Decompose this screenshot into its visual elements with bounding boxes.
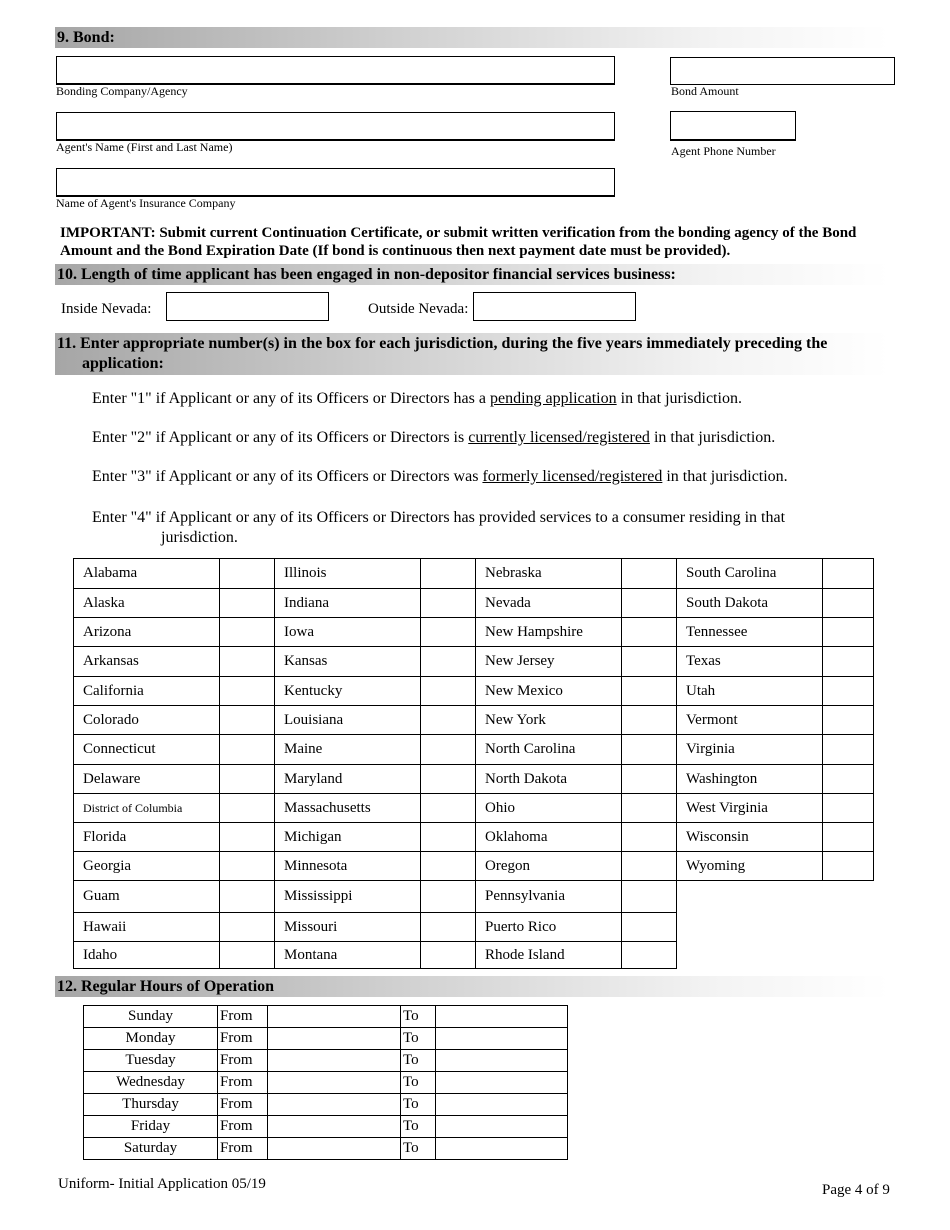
jurisdiction-entry-box[interactable] [823, 618, 874, 647]
bond-amount-field[interactable] [670, 57, 895, 85]
jurisdiction-name: Illinois [275, 559, 421, 589]
jurisdiction-name: South Carolina [677, 559, 823, 589]
jurisdiction-entry-box[interactable] [220, 735, 275, 765]
bonding-company-field[interactable] [56, 56, 615, 85]
jurisdiction-name: Idaho [74, 942, 220, 969]
to-time-field[interactable] [436, 1072, 568, 1094]
instruction-text: in that jurisdiction. [662, 468, 788, 485]
agent-phone-label: Agent Phone Number [671, 144, 776, 158]
jurisdiction-entry-box[interactable] [823, 735, 874, 765]
footer-form-name: Uniform- Initial Application 05/19 [58, 1176, 266, 1192]
jurisdiction-entry-box[interactable] [421, 852, 476, 881]
jurisdiction-entry-box[interactable] [220, 618, 275, 647]
empty-cell [677, 942, 823, 969]
jurisdiction-entry-box[interactable] [823, 677, 874, 706]
important-note-line-1: IMPORTANT: Submit current Continuation Certificate, or submit written verification from the bonding agency of the Bond [60, 225, 857, 241]
jurisdiction-entry-box[interactable] [823, 589, 874, 618]
section-11-heading [55, 333, 889, 375]
jurisdiction-name: Texas [677, 647, 823, 677]
table-row [74, 913, 874, 942]
to-label: To [401, 1028, 436, 1050]
agent-insurance-label: Name of Agent's Insurance Company [56, 196, 236, 210]
empty-cell [677, 881, 823, 913]
jurisdiction-name: Maryland [275, 765, 421, 794]
footer-page-number: Page 4 of 9 [822, 1182, 890, 1198]
outside-nevada-field[interactable] [473, 292, 636, 321]
jurisdiction-entry-box[interactable] [622, 559, 677, 589]
jurisdiction-entry-box[interactable] [421, 881, 476, 913]
day-label: Tuesday [84, 1050, 218, 1072]
hours-row [84, 1050, 568, 1072]
jurisdiction-name: Puerto Rico [476, 913, 622, 942]
from-label: From [218, 1116, 268, 1138]
to-label: To [401, 1006, 436, 1028]
jurisdiction-name: Washington [677, 765, 823, 794]
jurisdiction-name: South Dakota [677, 589, 823, 618]
table-row [74, 647, 874, 677]
jurisdiction-entry-box[interactable] [823, 706, 874, 735]
jurisdiction-entry-box[interactable] [622, 794, 677, 823]
jurisdiction-entry-box[interactable] [421, 589, 476, 618]
to-label: To [401, 1116, 436, 1138]
hours-row [84, 1094, 568, 1116]
jurisdiction-entry-box[interactable] [823, 647, 874, 677]
hours-row [84, 1072, 568, 1094]
jurisdiction-entry-box[interactable] [220, 913, 275, 942]
jurisdiction-entry-box[interactable] [220, 881, 275, 913]
table-row [74, 794, 874, 823]
jurisdiction-name: Guam [74, 881, 220, 913]
jurisdiction-name: Louisiana [275, 706, 421, 735]
to-time-field[interactable] [436, 1006, 568, 1028]
important-note [60, 224, 856, 260]
jurisdiction-entry-box[interactable] [622, 913, 677, 942]
to-time-field[interactable] [436, 1138, 568, 1160]
instruction-4-line-1: Enter "4" if Applicant or any of its Officers or Directors has provided services to a consumer residing in that [92, 509, 786, 526]
jurisdiction-entry-box[interactable] [220, 677, 275, 706]
from-label: From [218, 1050, 268, 1072]
instruction-emphasis: pending application [489, 390, 617, 407]
section-12-heading: 12. Regular Hours of Operation [55, 976, 889, 997]
jurisdiction-name: Florida [74, 823, 220, 852]
jurisdiction-name: Nevada [476, 589, 622, 618]
instruction-3 [92, 467, 788, 487]
jurisdiction-name: Ohio [476, 794, 622, 823]
jurisdiction-entry-box[interactable] [421, 794, 476, 823]
from-time-field[interactable] [268, 1006, 401, 1028]
jurisdiction-entry-box[interactable] [220, 823, 275, 852]
important-note-line-2: Amount and the Bond Expiration Date (If bond is continuous then next payment date must be provided). [60, 243, 731, 259]
table-row [74, 765, 874, 794]
jurisdiction-name: Colorado [74, 706, 220, 735]
day-label: Saturday [84, 1138, 218, 1160]
jurisdiction-name: New Hampshire [476, 618, 622, 647]
from-label: From [218, 1138, 268, 1160]
from-time-field[interactable] [268, 1050, 401, 1072]
day-label: Wednesday [84, 1072, 218, 1094]
jurisdiction-name: Vermont [677, 706, 823, 735]
jurisdiction-name: Maine [275, 735, 421, 765]
jurisdiction-entry-box[interactable] [220, 647, 275, 677]
jurisdiction-name: Arkansas [74, 647, 220, 677]
instruction-2 [92, 428, 775, 448]
empty-cell [823, 942, 874, 969]
bond-amount-label: Bond Amount [671, 84, 739, 98]
jurisdiction-entry-box[interactable] [622, 823, 677, 852]
agent-name-label: Agent's Name (First and Last Name) [56, 140, 233, 154]
outside-nevada-label: Outside Nevada: [368, 301, 469, 317]
agent-insurance-field[interactable] [56, 168, 615, 197]
to-time-field[interactable] [436, 1028, 568, 1050]
section-10-heading: 10. Length of time applicant has been engaged in non-depositor financial services business: [55, 264, 889, 285]
jurisdiction-entry-box[interactable] [421, 706, 476, 735]
jurisdiction-entry-box[interactable] [823, 823, 874, 852]
jurisdiction-name: Oregon [476, 852, 622, 881]
jurisdiction-entry-box[interactable] [622, 618, 677, 647]
section-11-heading-line-1: 11. Enter appropriate number(s) in the box for each jurisdiction, during the five years immediately preceding the [57, 335, 828, 352]
jurisdiction-entry-box[interactable] [220, 794, 275, 823]
jurisdiction-entry-box[interactable] [220, 559, 275, 589]
jurisdiction-entry-box[interactable] [622, 765, 677, 794]
to-label: To [401, 1138, 436, 1160]
hours-table [83, 1005, 568, 1160]
jurisdiction-table [73, 558, 874, 969]
instruction-text: Enter "2" if Applicant or any of its Officers or Directors is [92, 429, 469, 446]
jurisdiction-entry-box[interactable] [823, 852, 874, 881]
instruction-emphasis: formerly licensed/registered [482, 468, 663, 485]
jurisdiction-name: Georgia [74, 852, 220, 881]
instruction-text: in that jurisdiction. [616, 390, 742, 407]
jurisdiction-name: Virginia [677, 735, 823, 765]
hours-row [84, 1028, 568, 1050]
table-row [74, 881, 874, 913]
hours-row [84, 1116, 568, 1138]
day-label: Monday [84, 1028, 218, 1050]
agent-phone-field[interactable] [670, 111, 796, 141]
jurisdiction-entry-box[interactable] [421, 913, 476, 942]
from-time-field[interactable] [268, 1028, 401, 1050]
jurisdiction-entry-box[interactable] [421, 765, 476, 794]
from-time-field[interactable] [268, 1116, 401, 1138]
jurisdiction-name: Alabama [74, 559, 220, 589]
jurisdiction-entry-box[interactable] [421, 559, 476, 589]
jurisdiction-name: Missouri [275, 913, 421, 942]
jurisdiction-entry-box[interactable] [421, 647, 476, 677]
jurisdiction-name: Minnesota [275, 852, 421, 881]
jurisdiction-entry-box[interactable] [823, 559, 874, 589]
jurisdiction-name: Iowa [275, 618, 421, 647]
instruction-text: in that jurisdiction. [649, 429, 776, 446]
from-label: From [218, 1028, 268, 1050]
jurisdiction-entry-box[interactable] [421, 735, 476, 765]
jurisdiction-entry-box[interactable] [622, 706, 677, 735]
to-time-field[interactable] [436, 1050, 568, 1072]
table-row [74, 706, 874, 735]
jurisdiction-entry-box[interactable] [823, 765, 874, 794]
hours-row [84, 1006, 568, 1028]
table-row [74, 942, 874, 969]
jurisdiction-name: New Mexico [476, 677, 622, 706]
jurisdiction-name: Alaska [74, 589, 220, 618]
jurisdiction-name: Kentucky [275, 677, 421, 706]
instruction-4-line-2: jurisdiction. [161, 529, 238, 546]
jurisdiction-name: Arizona [74, 618, 220, 647]
jurisdiction-name: Delaware [74, 765, 220, 794]
hours-row [84, 1138, 568, 1160]
table-row [74, 823, 874, 852]
jurisdiction-name: Michigan [275, 823, 421, 852]
empty-cell [677, 913, 823, 942]
table-row [74, 852, 874, 881]
to-label: To [401, 1072, 436, 1094]
jurisdiction-name: Connecticut [74, 735, 220, 765]
jurisdiction-entry-box[interactable] [622, 647, 677, 677]
jurisdiction-entry-box[interactable] [622, 881, 677, 913]
agent-name-field[interactable] [56, 112, 615, 141]
jurisdiction-name: Hawaii [74, 913, 220, 942]
jurisdiction-name: Mississippi [275, 881, 421, 913]
jurisdiction-name: Indiana [275, 589, 421, 618]
from-time-field[interactable] [268, 1072, 401, 1094]
from-time-field[interactable] [268, 1094, 401, 1116]
instruction-4 [92, 508, 785, 548]
day-label: Sunday [84, 1006, 218, 1028]
instruction-text: Enter "1" if Applicant or any of its Officers or Directors has a [92, 390, 490, 407]
day-label: Thursday [84, 1094, 218, 1116]
from-time-field[interactable] [268, 1138, 401, 1160]
jurisdiction-entry-box[interactable] [622, 735, 677, 765]
bonding-company-label: Bonding Company/Agency [56, 84, 188, 98]
jurisdiction-name: North Carolina [476, 735, 622, 765]
from-label: From [218, 1072, 268, 1094]
to-time-field[interactable] [436, 1094, 568, 1116]
from-label: From [218, 1094, 268, 1116]
jurisdiction-name: Nebraska [476, 559, 622, 589]
jurisdiction-name: West Virginia [677, 794, 823, 823]
inside-nevada-label: Inside Nevada: [61, 301, 152, 317]
jurisdiction-name: New York [476, 706, 622, 735]
instruction-emphasis: currently licensed/registered [468, 429, 650, 446]
inside-nevada-field[interactable] [166, 292, 329, 321]
jurisdiction-entry-box[interactable] [421, 618, 476, 647]
jurisdiction-name: Oklahoma [476, 823, 622, 852]
to-label: To [401, 1050, 436, 1072]
jurisdiction-entry-box[interactable] [622, 677, 677, 706]
table-row [74, 618, 874, 647]
jurisdiction-name: Rhode Island [476, 942, 622, 969]
jurisdiction-entry-box[interactable] [220, 706, 275, 735]
table-row [74, 589, 874, 618]
jurisdiction-name: Pennsylvania [476, 881, 622, 913]
jurisdiction-name: Montana [275, 942, 421, 969]
jurisdiction-entry-box[interactable] [622, 589, 677, 618]
jurisdiction-entry-box[interactable] [823, 794, 874, 823]
jurisdiction-name: Massachusetts [275, 794, 421, 823]
table-row [74, 735, 874, 765]
jurisdiction-name: District of Columbia [74, 794, 220, 823]
to-label: To [401, 1094, 436, 1116]
instruction-1 [92, 389, 742, 409]
table-row [74, 559, 874, 589]
jurisdiction-name: California [74, 677, 220, 706]
jurisdiction-entry-box[interactable] [421, 823, 476, 852]
section-11-heading-line-2: application: [82, 355, 164, 372]
jurisdiction-entry-box[interactable] [622, 852, 677, 881]
section-9-heading: 9. Bond: [55, 27, 889, 48]
jurisdiction-name: Wisconsin [677, 823, 823, 852]
instruction-text: Enter "3" if Applicant or any of its Officers or Directors was [92, 468, 483, 485]
jurisdiction-name: Kansas [275, 647, 421, 677]
day-label: Friday [84, 1116, 218, 1138]
empty-cell [823, 881, 874, 913]
jurisdiction-entry-box[interactable] [220, 852, 275, 881]
jurisdiction-entry-box[interactable] [220, 765, 275, 794]
empty-cell [823, 913, 874, 942]
from-label: From [218, 1006, 268, 1028]
table-row [74, 677, 874, 706]
jurisdiction-name: Utah [677, 677, 823, 706]
jurisdiction-entry-box[interactable] [220, 589, 275, 618]
jurisdiction-entry-box[interactable] [220, 942, 275, 969]
to-time-field[interactable] [436, 1116, 568, 1138]
jurisdiction-name: Tennessee [677, 618, 823, 647]
jurisdiction-entry-box[interactable] [421, 677, 476, 706]
jurisdiction-name: New Jersey [476, 647, 622, 677]
jurisdiction-name: North Dakota [476, 765, 622, 794]
jurisdiction-entry-box[interactable] [622, 942, 677, 969]
jurisdiction-name: Wyoming [677, 852, 823, 881]
jurisdiction-entry-box[interactable] [421, 942, 476, 969]
